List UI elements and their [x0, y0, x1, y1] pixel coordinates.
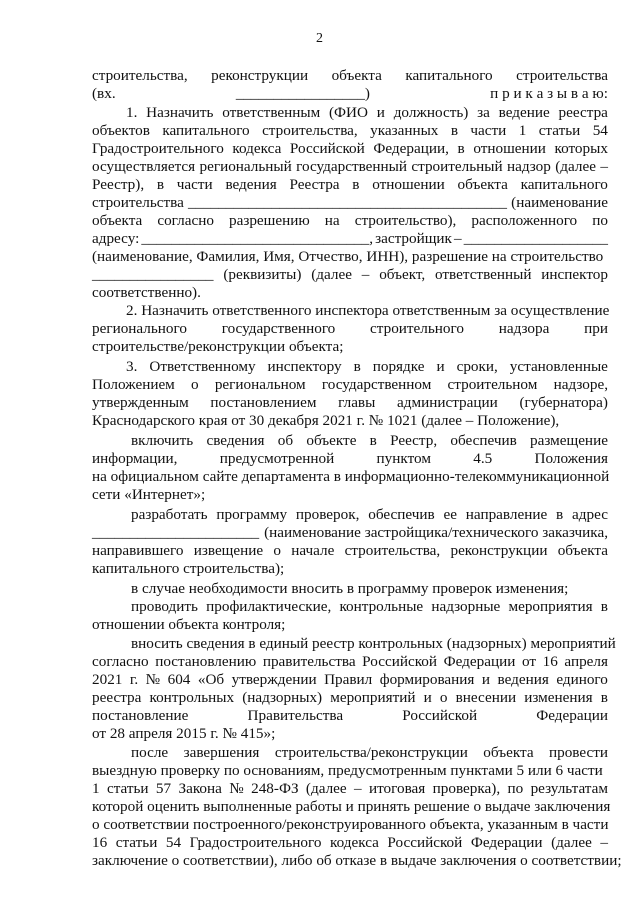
text-word: завершения: [183, 744, 260, 761]
text-word: направление: [465, 506, 548, 523]
text-line: [131, 635, 616, 653]
text-word: отношении: [473, 140, 546, 157]
text-word: __________________________________________: [188, 194, 507, 211]
text-word: Ответственному: [149, 358, 256, 375]
text-word: –: [454, 230, 462, 247]
text-word: проводить: [131, 598, 198, 615]
text-line: [92, 176, 608, 194]
text-line: [92, 852, 622, 870]
text-word: строительного: [370, 320, 464, 337]
text-word: (надзорных): [242, 689, 323, 706]
text-line: [92, 376, 608, 394]
text-word: мероприятий: [330, 689, 416, 706]
text-word: части: [176, 176, 213, 193]
text-word: строительства: [92, 194, 184, 211]
text-word: №: [145, 671, 161, 688]
text-word: строительства/реконструкции: [274, 744, 468, 761]
text-word: предусмотренной: [219, 450, 335, 467]
text-word: регионального: [92, 320, 187, 337]
text-word: государственный: [296, 158, 407, 175]
text-word: в: [457, 140, 465, 157]
text-word: о: [191, 376, 199, 393]
text-word: в: [353, 358, 361, 375]
text-word: 57: [155, 780, 172, 797]
text-line: [92, 158, 608, 176]
text-run: на официальном сайте департамента в информационно-телекоммуникационной: [92, 468, 610, 485]
text-line: [92, 798, 611, 816]
text-word: ответственным: [222, 104, 321, 121]
text-run: Краснодарского края от 30 декабря 2021 г. № 1021 (далее – Положение),: [92, 412, 560, 429]
text-word: разработать: [131, 506, 208, 523]
text-word: правительства: [262, 653, 356, 670]
text-word: Градостроительного: [189, 834, 322, 851]
text-word: 54: [592, 122, 608, 139]
text-line: [131, 598, 608, 616]
text-line: [92, 194, 608, 212]
text-word: пунктом: [376, 450, 431, 467]
text-line: [92, 412, 608, 430]
text-word: размещение: [530, 432, 608, 449]
text-run: отношении объекта контроля;: [92, 616, 286, 633]
text-run: от 28 апреля 2015 г. № 415»;: [92, 725, 276, 742]
text-word: профилактические,: [206, 598, 332, 615]
text-word: утверждении: [231, 671, 317, 688]
text-word: внесении: [455, 689, 517, 706]
text-word: Назначить: [146, 104, 214, 121]
text-word: Правил: [324, 671, 373, 688]
text-word: п р и к а з ы в а ю:: [490, 85, 608, 102]
text-word: обеспечив: [450, 432, 517, 449]
text-word: и: [481, 671, 491, 688]
text-run: капитального строительства);: [92, 560, 285, 577]
text-word: адрес: [572, 506, 608, 523]
text-word: объектов: [92, 122, 150, 139]
text-line: [131, 744, 608, 762]
text-word: ее: [443, 506, 457, 523]
text-word: части: [470, 122, 507, 139]
text-word: контрольных: [149, 689, 235, 706]
text-line: [92, 671, 608, 689]
text-word: кодекса: [329, 834, 379, 851]
text-word: включить: [131, 432, 194, 449]
text-word: указанных: [370, 122, 439, 139]
text-line: [131, 506, 608, 524]
text-line: [92, 248, 608, 266]
text-word: (далее: [311, 266, 352, 283]
text-word: за: [477, 104, 490, 121]
text-word: и: [436, 358, 445, 375]
text-word: Федерации: [443, 653, 516, 670]
text-word: отношении: [372, 176, 445, 193]
text-word: по: [507, 780, 524, 797]
text-word: Реестр),: [92, 176, 145, 193]
text-word: информации,: [92, 450, 178, 467]
text-line: [92, 560, 608, 578]
text-word: которых: [554, 140, 608, 157]
text-word: единого: [556, 671, 608, 688]
text-word: №: [229, 780, 244, 797]
text-word: расположенного: [471, 212, 578, 229]
text-word: постановление: [92, 707, 189, 724]
text-word: в: [352, 176, 360, 193]
text-word: Положением: [92, 376, 175, 393]
text-word: ________________: [92, 266, 214, 283]
text-run: соответственно).: [92, 284, 201, 301]
text-run: строительстве/реконструкции объекта;: [92, 338, 344, 355]
text-word: утвержденным: [92, 394, 189, 411]
text-word: о: [439, 689, 448, 706]
text-word: апреля: [564, 653, 608, 670]
text-word: сведения: [206, 432, 265, 449]
text-line: [92, 67, 608, 85]
text-word: итоговая: [368, 780, 426, 797]
text-word: Российской: [289, 140, 365, 157]
text-word: осуществляется: [92, 158, 196, 175]
text-word: Российской: [387, 834, 463, 851]
text-run: которой оценить выполненные работы и принять решение о выдаче заключения: [92, 798, 611, 815]
text-word: ______________________: [92, 524, 260, 541]
text-word: ведения: [225, 176, 277, 193]
text-word: строительный: [411, 158, 503, 175]
text-word: по: [592, 212, 608, 229]
text-word: мероприятия: [508, 598, 593, 615]
text-word: статьи: [106, 780, 149, 797]
text-word: надзорные: [431, 598, 501, 615]
text-word: адресу:: [92, 230, 140, 247]
text-word: постановлению: [155, 653, 257, 670]
text-word: надзора: [498, 320, 550, 337]
text-word: ведения: [497, 671, 549, 688]
text-word: региональном: [214, 376, 306, 393]
text-run: заключение о соответствии), либо об отказе в выдаче заключения о соответствии;: [92, 852, 622, 869]
text-word: –: [600, 834, 608, 851]
text-run: о соответствии построенного/реконструированного объекта, указанным в части: [92, 816, 609, 833]
text-line: [92, 542, 608, 560]
text-word: должность): [393, 104, 469, 121]
text-line: [92, 338, 608, 356]
text-word: 1: [518, 122, 527, 139]
text-word: направившего: [92, 542, 184, 559]
text-word: и: [423, 689, 432, 706]
text-word: сроки,: [456, 358, 498, 375]
text-run: вносить сведения в единый реестр контрольных (надзорных) мероприятий: [131, 635, 616, 652]
text-word: 2. Назначить ответственного инспектора ответственным за осуществление: [126, 302, 610, 319]
text-line: [92, 212, 608, 230]
text-line: [92, 394, 608, 412]
text-word: –: [361, 266, 370, 283]
text-line: [92, 524, 608, 542]
text-word: реконструкции: [211, 67, 309, 84]
text-word: при: [584, 320, 608, 337]
text-word: государственном: [321, 376, 432, 393]
text-line: [92, 616, 608, 634]
text-word: реестра: [92, 689, 142, 706]
text-word: кодекса: [232, 140, 282, 157]
text-word: объекта: [331, 67, 382, 84]
text-word: (вх.: [92, 85, 116, 102]
text-word: ведение: [498, 104, 550, 121]
text-word: об: [277, 432, 294, 449]
text-word: Федерации: [470, 834, 543, 851]
text-line: [92, 450, 608, 468]
text-word: г.: [129, 671, 139, 688]
text-word: программу: [216, 506, 288, 523]
text-word: (наименование: [511, 194, 608, 211]
text-word: Реестра: [289, 176, 340, 193]
text-word: в: [156, 176, 165, 193]
text-word: постановлением: [210, 394, 317, 411]
text-word: –: [354, 780, 362, 797]
text-word: извещение: [193, 542, 264, 559]
text-word: строительство),: [354, 212, 457, 229]
text-word: (далее: [305, 780, 347, 797]
text-line: [131, 580, 608, 598]
text-word: (губернатора): [519, 394, 608, 411]
text-word: капитального: [162, 122, 250, 139]
text-word: Градостроительного: [92, 140, 224, 157]
text-word: строительства,: [92, 67, 188, 84]
text-word: разрешению: [228, 212, 310, 229]
text-word: Правительства: [247, 707, 344, 724]
text-word: (реквизиты): [223, 266, 302, 283]
text-word: Федерации,: [373, 140, 449, 157]
text-word: 16: [542, 653, 558, 670]
text-word: капитального: [405, 67, 493, 84]
text-line: [92, 85, 608, 103]
text-word: _________________): [235, 85, 370, 102]
text-word: от: [521, 653, 537, 670]
text-word: о: [273, 542, 281, 559]
text-line: [92, 653, 608, 671]
text-word: реконструкции: [450, 542, 548, 559]
text-run: (наименование, Фамилия, Имя, Отчество, ИНН), разрешение на строительство: [92, 248, 604, 265]
text-word: согласно: [92, 653, 149, 670]
text-word: 16: [92, 834, 108, 851]
text-word: 3.: [126, 358, 138, 375]
text-word: начале: [291, 542, 335, 559]
text-word: объекта: [457, 176, 508, 193]
text-line: [92, 320, 608, 338]
text-word: 2021: [92, 671, 123, 688]
text-word: надзор: [506, 158, 551, 175]
text-word: проверок,: [295, 506, 360, 523]
text-run: выездную проверку по основаниям, предусмотренным пунктами 5 или 6 части: [92, 762, 603, 779]
text-word: строительном: [447, 376, 538, 393]
text-word: Закона: [178, 780, 222, 797]
text-line: [92, 122, 608, 140]
text-word: строительства: [516, 67, 608, 84]
text-word: объекта: [483, 744, 534, 761]
text-word: установленные: [509, 358, 608, 375]
text-word: формирования: [379, 671, 475, 688]
text-line: [92, 230, 608, 248]
text-word: 248-ФЗ: [251, 780, 299, 797]
text-word: статьи: [538, 122, 581, 139]
text-word: (ФИО: [329, 104, 368, 121]
text-word: порядке: [372, 358, 425, 375]
text-word: администрации: [397, 394, 498, 411]
text-word: в: [369, 432, 377, 449]
text-word: капитального: [520, 176, 608, 193]
text-word: и: [376, 104, 385, 121]
text-word: надзоре,: [553, 376, 608, 393]
text-word: 4.5: [473, 450, 493, 467]
text-word: Российской: [362, 653, 438, 670]
text-line: [92, 468, 608, 486]
text-word: контрольные: [339, 598, 424, 615]
text-word: 604: [167, 671, 191, 688]
text-line: [92, 725, 608, 743]
text-word: «Об: [197, 671, 225, 688]
text-word: объекте: [306, 432, 357, 449]
text-word: Реестр,: [390, 432, 438, 449]
text-word: в: [450, 122, 458, 139]
text-word: обеспечив: [368, 506, 435, 523]
text-line: [92, 689, 608, 707]
text-word: статьи: [115, 834, 158, 851]
text-line: [126, 358, 608, 376]
text-word: инспектору: [267, 358, 342, 375]
text-word: изменения: [524, 689, 593, 706]
text-word: ______________________________,: [141, 230, 374, 247]
text-word: Федерации: [536, 707, 608, 724]
text-word: (наименование застройщика/технического заказчика,: [264, 524, 608, 541]
text-word: после: [131, 744, 169, 761]
text-line: [126, 302, 608, 320]
text-line: [92, 284, 608, 302]
text-line: [92, 762, 608, 780]
text-word: ___________________: [463, 230, 608, 247]
text-word: провести: [548, 744, 608, 761]
text-word: строительства,: [262, 122, 358, 139]
text-word: на: [324, 212, 340, 229]
text-word: 1.: [126, 104, 138, 121]
text-word: –: [600, 158, 608, 175]
text-line: [92, 780, 608, 798]
text-word: Положения: [534, 450, 608, 467]
text-word: строительства,: [344, 542, 441, 559]
text-word: 54: [165, 834, 182, 851]
text-word: объекта: [92, 212, 143, 229]
text-run: сети «Интернет»;: [92, 486, 206, 503]
text-word: проверка),: [432, 780, 501, 797]
text-word: (далее: [551, 834, 592, 851]
text-line: [92, 266, 608, 284]
text-line: [92, 140, 608, 158]
text-word: результатам: [530, 780, 608, 797]
text-word: в: [556, 506, 564, 523]
text-line: [92, 486, 608, 504]
text-word: (далее: [555, 158, 596, 175]
text-line: [126, 104, 608, 122]
text-word: в: [600, 689, 608, 706]
text-word: согласно: [157, 212, 214, 229]
text-line: [92, 834, 608, 852]
text-word: 1: [92, 780, 100, 797]
text-word: ответственный: [435, 266, 532, 283]
text-word: в: [600, 598, 608, 615]
text-line: [92, 816, 608, 834]
text-line: [92, 707, 608, 725]
text-word: Российской: [402, 707, 478, 724]
text-word: инспектор: [541, 266, 608, 283]
text-word: объект,: [379, 266, 426, 283]
text-word: объекта: [557, 542, 608, 559]
text-word: застройщик: [375, 230, 452, 247]
text-word: реестра: [558, 104, 608, 121]
text-word: региональный: [199, 158, 292, 175]
text-word: главы: [338, 394, 376, 411]
text-run: в случае необходимости вносить в программу проверок изменения;: [131, 580, 569, 597]
page-number: 2: [316, 31, 323, 46]
text-word: государственного: [221, 320, 336, 337]
text-line: [131, 432, 608, 450]
